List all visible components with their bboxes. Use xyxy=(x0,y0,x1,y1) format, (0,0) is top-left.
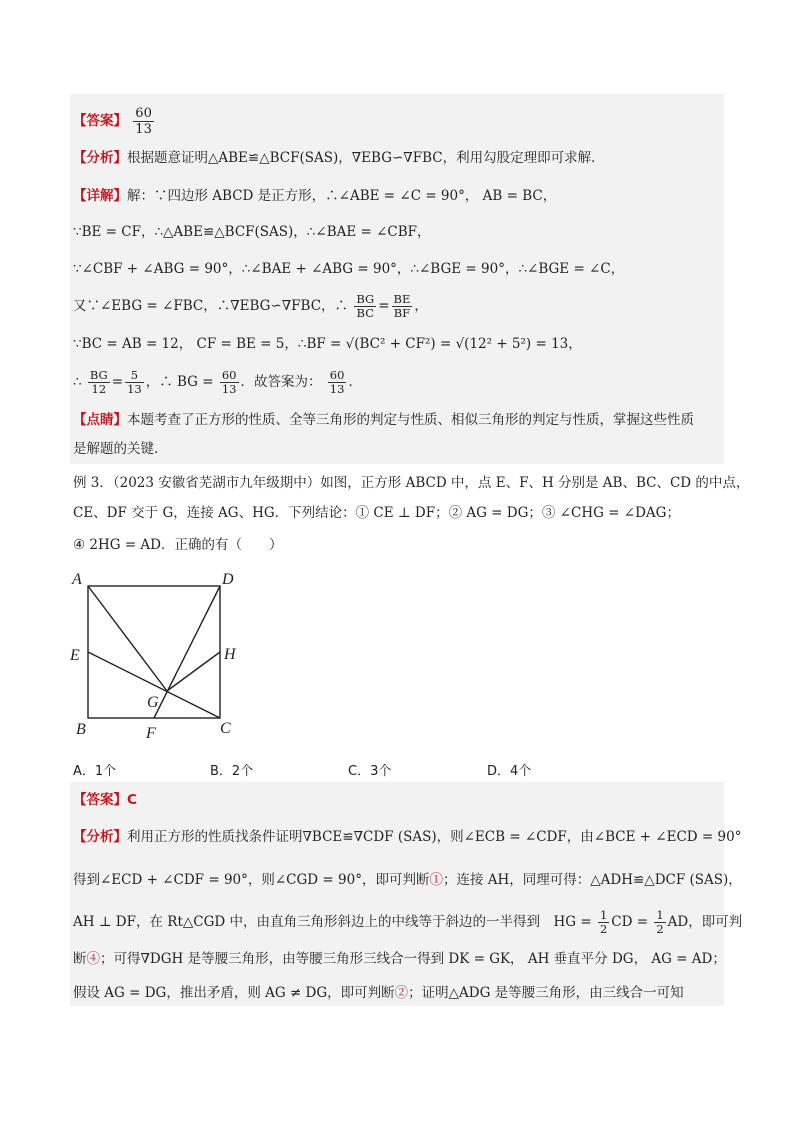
example-line-1: 例 3．（2023 安徽省芜湖市九年级期中）如图，正方形 ABCD 中，点 E、F、H 分别是 AB、BC、CD 的中点， xyxy=(73,475,750,491)
label-e: E xyxy=(70,647,80,664)
fraction-be-bf: $\frac{BE}{BF}$ xyxy=(393,292,411,320)
circled-1: ① xyxy=(429,872,443,888)
detail-tag: 【详解】 xyxy=(73,188,127,204)
fraction-half-a: $\frac{1}{2}$ xyxy=(599,908,608,936)
detail-line-6: ∴ $\frac{BG}{12}$ = $\frac{5}{13}$ ，∴ BG = $\frac{60}{13}$ ．故答案为： $\frac{60}{13}$ ． xyxy=(73,368,362,396)
label-d: D xyxy=(222,571,234,588)
option-b[interactable]: B．2个 xyxy=(210,764,254,779)
label-f: F xyxy=(146,725,156,742)
segment-hg xyxy=(167,652,220,691)
fraction-60-13-b: $\frac{60}{13}$ xyxy=(329,368,345,396)
label-g: G xyxy=(147,694,159,711)
analysis-tag: 【分析】 xyxy=(73,150,127,166)
segment-ag xyxy=(88,586,167,691)
circled-4: ④ xyxy=(86,951,100,967)
fraction-half-b: $\frac{1}{2}$ xyxy=(656,908,664,936)
detail-line-4: 又∵∠EBG = ∠FBC，∴∇EBG∽∇FBC，∴ $\frac{BG}{BC}$ = $\frac{BE}{BF}$ ， xyxy=(73,292,428,320)
segment-df xyxy=(154,586,220,718)
comment-tag: 【点睛】 xyxy=(73,412,127,428)
analysis2-line-2: 得到∠ECD + ∠CDF = 90°，则∠CGD = 90°，即可判断①；连接 AH，同理可得：△ADH≌△DCF (SAS)， xyxy=(73,872,742,888)
fraction-60-13-a: $\frac{60}{13}$ xyxy=(221,368,237,396)
detail-line-3: ∵∠CBF + ∠ABG = 90°，∴∠BAE + ∠ABG = 90°，∴∠BGE = 90°，∴∠BGE = ∠C， xyxy=(73,261,625,277)
analysis2-line-1: 【分析】利用正方形的性质找条件证明∇BCE≌∇CDF (SAS)，则∠ECB = ∠CDF，由∠BCE + ∠ECD = 90° xyxy=(73,829,742,845)
option-d[interactable]: D．4个 xyxy=(487,764,532,779)
label-b: B xyxy=(76,721,86,738)
detail-line-1: 【详解】解：∵四边形 ABCD 是正方形，∴∠ABE = ∠C = 90°， AB = BC， xyxy=(73,188,557,204)
comment-line-2: 是解题的关键． xyxy=(73,441,168,457)
circled-2: ② xyxy=(394,985,409,1001)
answer-fraction: $\frac{60}{13}$ xyxy=(135,106,152,137)
fraction-bg-bc: $\frac{BG}{BC}$ xyxy=(356,292,375,320)
analysis2-line-4: 断④；可得∇DGH 是等腰三角形，由等腰三角形三线合一得到 DK = GK， AH 垂直平分 DG， AG = AD； xyxy=(73,951,726,967)
geometry-figure xyxy=(64,566,254,746)
answer-value: C xyxy=(127,792,137,808)
detail-line-5: ∵BC = AB = 12， CF = BE = 5，∴BF = √(BC² + CF²) = √(12² + 5²) = 13， xyxy=(73,336,582,352)
analysis-text: 根据题意证明△ABE≌△BCF(SAS)，∇EBG∽∇FBC，利用勾股定理即可求解． xyxy=(127,150,605,166)
example-line-2: CE、DF 交于 G，连接 AG、HG．下列结论：① CE ⊥ DF；② AG = DG；③ ∠CHG = ∠DAG； xyxy=(73,505,680,521)
analysis2-line-5: 假设 AG = DG，推出矛盾，则 AG ≠ DG，即可判断②；证明△ADG 是等腰三角形，由三线合一可知 xyxy=(73,985,684,1001)
fraction-5-13: $\frac{5}{13}$ xyxy=(127,368,142,396)
example-line-3: ④ 2HG = AD．正确的有（ ） xyxy=(73,537,283,553)
answer-line xyxy=(73,106,156,137)
label-a: A xyxy=(72,571,82,588)
fraction-bg-12: $\frac{BG}{12}$ xyxy=(89,368,108,396)
analysis2-line-3: AH ⊥ DF，在 Rt△CGD 中，由直角三角形斜边上的中线等于斜边的一半得到 HG = $\frac{1}{2}$ CD = $\frac{1}{2}$ AD，即可判 xyxy=(73,908,743,936)
answer-line-2: 【答案】C xyxy=(73,792,137,808)
answer-tag: 【答案】 xyxy=(73,113,127,129)
option-c[interactable]: C．3个 xyxy=(348,764,392,779)
comment-line-1: 【点睛】本题考查了正方形的性质、全等三角形的判定与性质、相似三角形的判定与性质，掌握这些性质 xyxy=(73,412,694,428)
analysis-line xyxy=(73,148,605,168)
solution-block-2 xyxy=(70,782,724,1006)
option-a[interactable]: A．1个 xyxy=(73,764,117,779)
detail-line-2: ∵BE = CF，∴△ABE≌△BCF(SAS)，∴∠BAE = ∠CBF， xyxy=(73,224,431,240)
label-c: C xyxy=(220,720,231,737)
label-h: H xyxy=(224,646,236,663)
